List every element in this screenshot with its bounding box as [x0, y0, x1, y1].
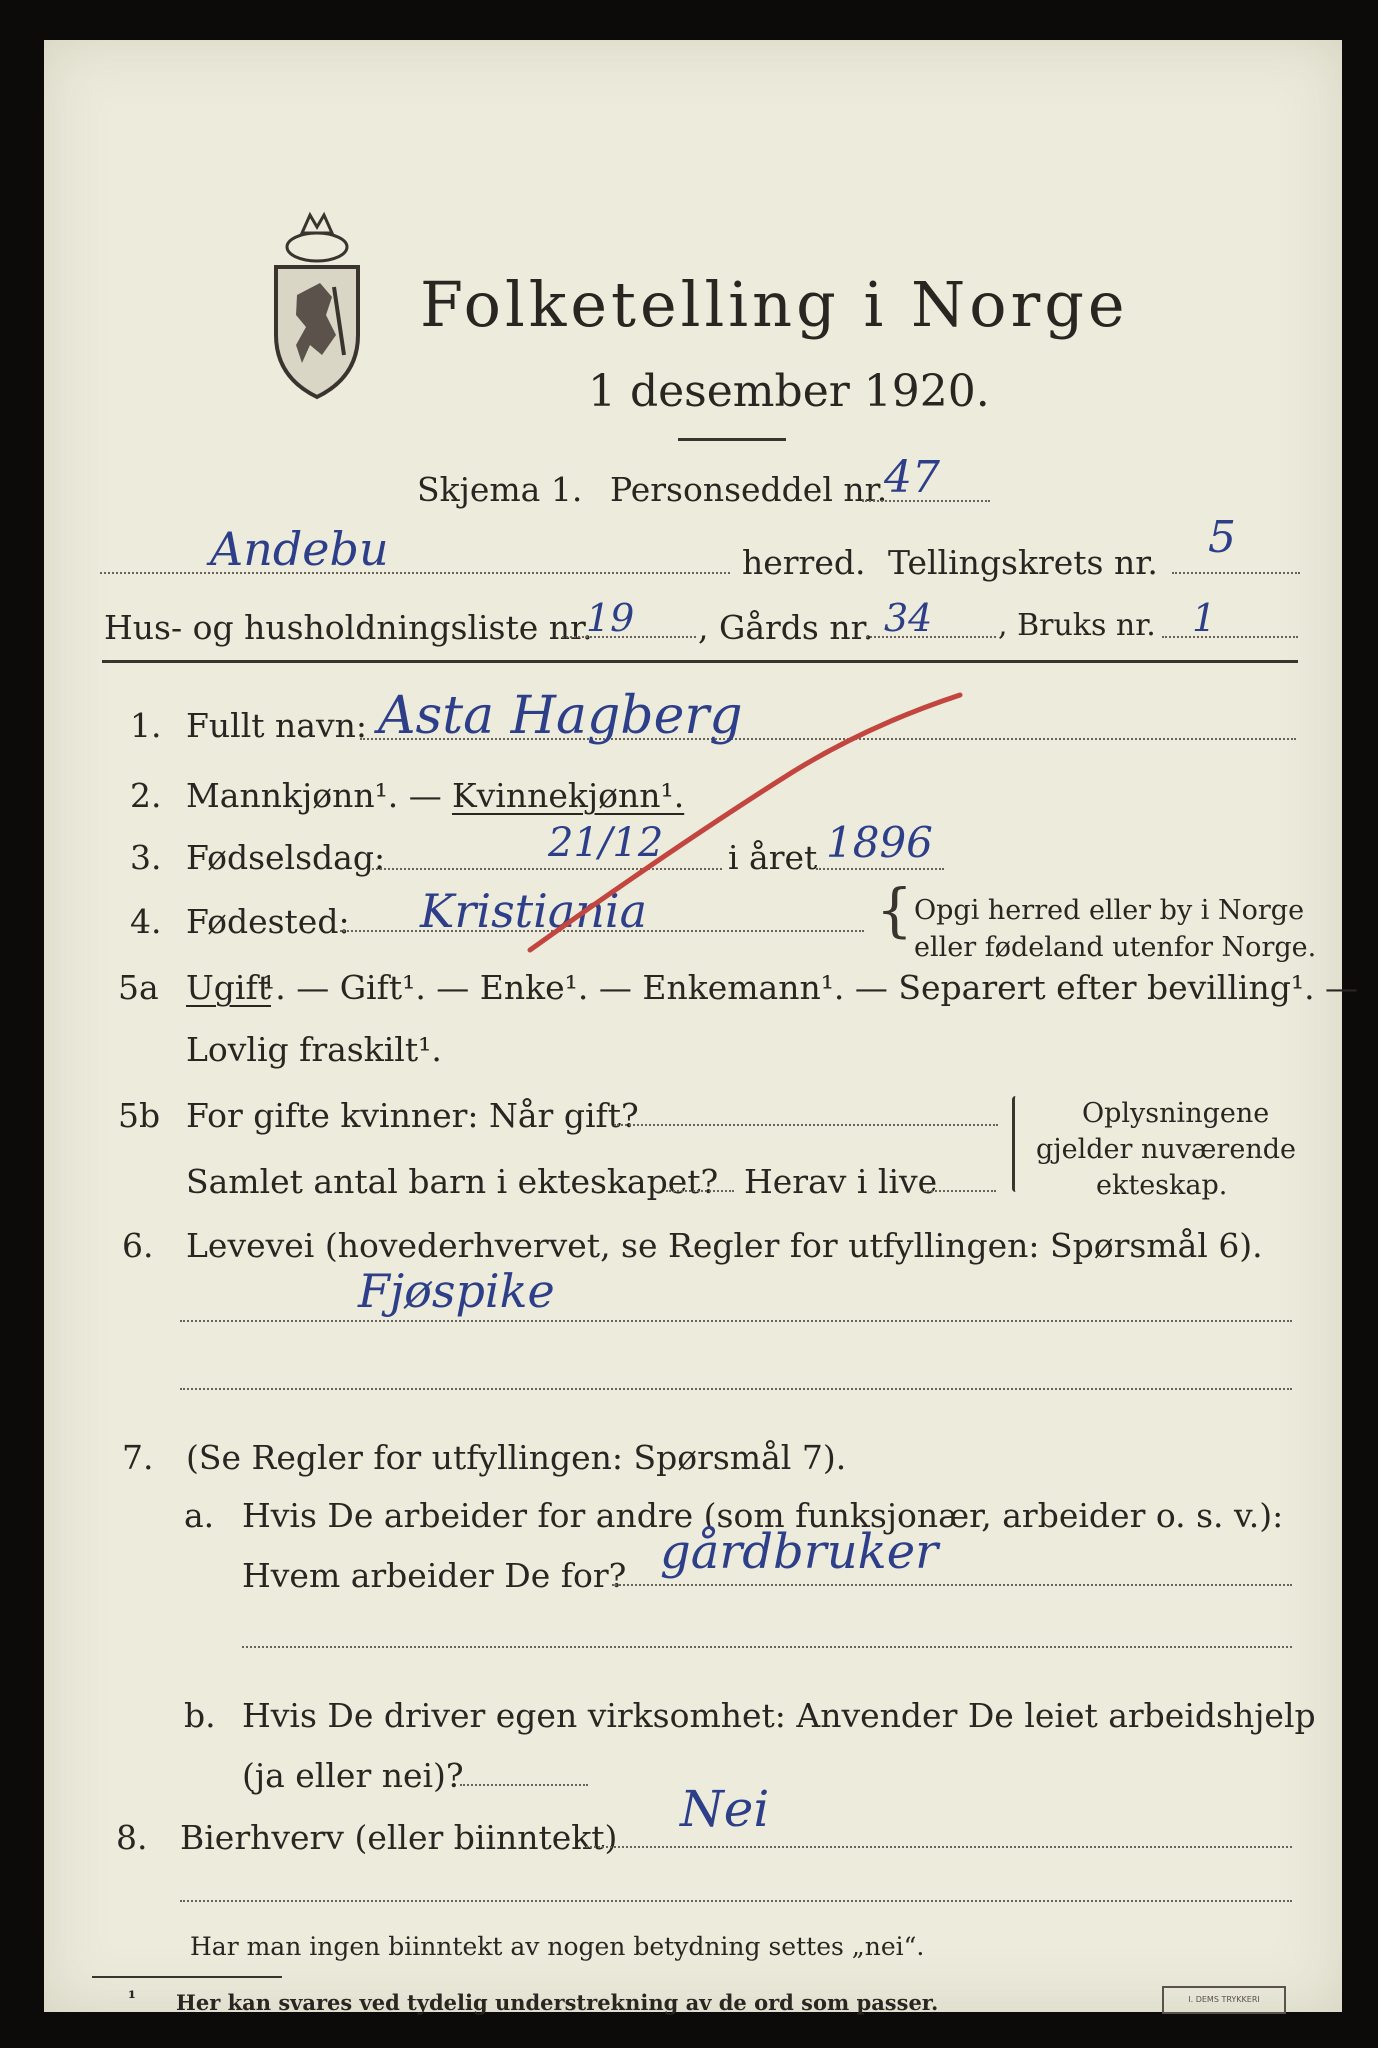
q3-year-value: 1896 — [826, 818, 933, 867]
q3-label: Fødselsdag: — [186, 838, 386, 877]
q7-number: 7. — [122, 1438, 154, 1477]
tellingskrets-value: 5 — [1208, 512, 1236, 563]
bruks-value: 1 — [1192, 596, 1217, 640]
coat-of-arms-icon — [262, 205, 372, 405]
q2-number: 2. — [130, 776, 162, 815]
q5a-marital-options: ¹. — Gift¹. — Enke¹. — Enkemann¹. — Separert efter bevilling¹. — — [262, 968, 1359, 1007]
q5b-married-label: For gifte kvinner: Når gift? — [186, 1096, 639, 1135]
q8-field-line-1 — [586, 1846, 1292, 1848]
q8-field-line-2 — [180, 1900, 1292, 1902]
q2-female-option: Kvinnekjønn¹. — [452, 776, 685, 815]
skjema-label: Skjema 1. — [417, 470, 583, 509]
q5b-children-label: Samlet antal barn i ekteskapet? — [186, 1162, 719, 1201]
herred-label: herred. — [742, 543, 866, 582]
tellingskrets-label: Tellingskrets nr. — [888, 543, 1158, 582]
q5b-living-field-line — [924, 1190, 996, 1192]
q5b-married-field-line — [614, 1124, 998, 1126]
q4-note-line2: eller fødeland utenfor Norge. — [914, 932, 1317, 963]
q6-label: Levevei (hovederhvervet, se Regler for utfyllingen: Spørsmål 6). — [186, 1226, 1263, 1265]
q6-occupation-value: Fjøspike — [358, 1264, 555, 1318]
q3-day-value: 21/12 — [548, 820, 664, 866]
title-divider — [678, 438, 786, 441]
personseddel-label: Personseddel nr. — [610, 470, 888, 509]
q3-number: 3. — [130, 838, 162, 877]
hus-value: 19 — [586, 596, 635, 640]
q4-birthplace-value: Kristiania — [420, 884, 648, 938]
q7b-field-line — [460, 1784, 588, 1786]
q5b-number: 5b — [118, 1096, 161, 1135]
q8-side-income-value: Nei — [680, 1780, 770, 1838]
bruks-label: , Bruks nr. — [998, 608, 1156, 643]
q6-number: 6. — [122, 1226, 154, 1265]
q1-number: 1. — [130, 706, 162, 745]
q7a-field-line-1 — [612, 1584, 1292, 1586]
gards-value: 34 — [884, 596, 933, 640]
bruks-field-line — [1162, 636, 1298, 638]
q5b-living-label: Herav i live — [744, 1162, 938, 1201]
q5b-note-brace — [1012, 1096, 1019, 1192]
footnote-mark: ¹ — [128, 1988, 136, 2009]
q1-label: Fullt navn: — [186, 706, 367, 745]
footnote-divider — [92, 1976, 282, 1978]
q8-number: 8. — [116, 1818, 148, 1857]
q5b-note-line2: gjelder nuværende — [1036, 1134, 1296, 1165]
red-pencil-strike-icon — [520, 680, 980, 960]
q5b-note-line1: Oplysningene — [1082, 1098, 1270, 1129]
q4-number: 4. — [130, 902, 162, 941]
herred-value: Andebu — [210, 522, 389, 576]
q5a-number: 5a — [118, 968, 159, 1007]
form-title: Folketelling i Norge — [420, 268, 1129, 341]
q7b-question: Hvis De driver egen virksomhet: Anvender De leiet arbeidshjelp — [242, 1696, 1316, 1735]
footnote-text: Her kan svares ved tydelig understrekning av de ord som passer. — [176, 1990, 939, 2015]
q7a-letter: a. — [184, 1496, 215, 1535]
q4-note-line1: Opgi herred eller by i Norge — [914, 895, 1305, 926]
printer-stamp: I. DEMS TRYKKERI — [1162, 1986, 1286, 2014]
header-divider — [102, 660, 1298, 663]
q7b-letter: b. — [184, 1696, 216, 1735]
footer-note: Har man ingen biinntekt av nogen betydning settes „nei“. — [190, 1932, 925, 1961]
q7-label: (Se Regler for utfyllingen: Spørsmål 7). — [186, 1438, 847, 1477]
q8-label: Bierhverv (eller biinntekt) — [180, 1818, 618, 1857]
personseddel-value: 47 — [884, 452, 940, 503]
q6-field-line-2 — [180, 1388, 1292, 1390]
q5a-divorced-option: Lovlig fraskilt¹. — [186, 1030, 442, 1069]
q6-field-line-1 — [180, 1320, 1292, 1322]
tellingskrets-field-line — [1172, 572, 1300, 574]
q2-male-option: Mannkjønn¹. — — [186, 776, 442, 815]
q5a-ugift-option: Ugift — [186, 968, 271, 1007]
q5b-children-field-line — [666, 1190, 734, 1192]
q7a-field-line-2 — [242, 1646, 1292, 1648]
gards-label: , Gårds nr. — [698, 608, 874, 647]
census-date: 1 desember 1920. — [588, 366, 990, 417]
q7a-employer-value: gårdbruker — [660, 1524, 939, 1580]
herred-field-line — [100, 572, 730, 574]
hus-label: Hus- og husholdningsliste nr. — [104, 608, 593, 647]
q4-label: Fødested: — [186, 902, 350, 941]
q4-note-brace: { — [876, 876, 913, 944]
q1-full-name-value: Asta Hagberg — [378, 686, 743, 746]
q3-year-label: i året — [728, 838, 818, 877]
q7b-yes-no-label: (ja eller nei)? — [242, 1756, 464, 1795]
q7a-question: Hvis De arbeider for andre (som funksjonær, arbeider o. s. v.): — [242, 1496, 1284, 1535]
q5b-note-line3: ekteskap. — [1096, 1170, 1228, 1201]
q7a-employer-label: Hvem arbeider De for? — [242, 1556, 627, 1595]
